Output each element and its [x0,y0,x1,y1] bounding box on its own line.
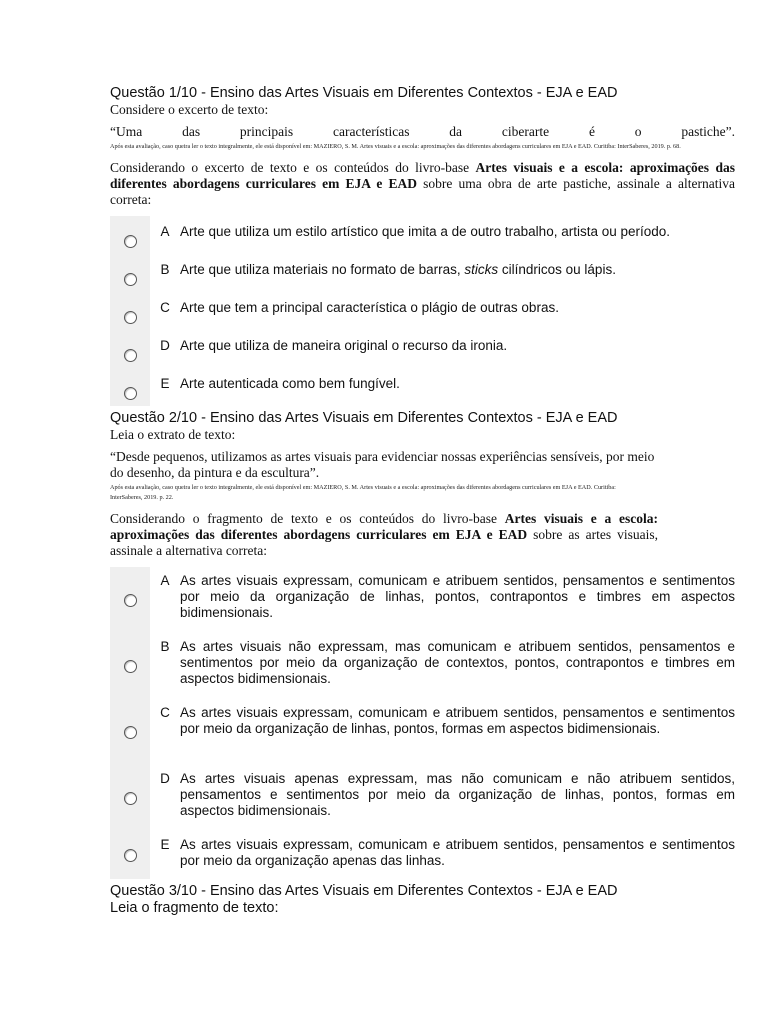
question-prompt [110,160,735,208]
option-letter: E [160,837,170,852]
quote-text: “Uma das principais características da ciberarte é o pastiche”. [110,124,735,139]
radio-button[interactable] [124,792,137,805]
option-radio-cell[interactable] [110,567,150,633]
option-d[interactable] [110,330,735,368]
reference-note: Após esta avaliação, caso queira ler o texto integralmente, ele está disponível em: MAZIERO, S. M. Artes visuais e a escola: aproximações das diferentes abordagens curriculares em EJA e EAD. Curitiba: InterSaberes, 2019. p. 22. [110,484,616,501]
option-text: As artes visuais expressam, comunicam e atribuem sentidos, pensamentos e sentimentos por meio da organização de linhas, pontos, contrapontos e timbres em aspectos bidimensionais. [180,573,735,620]
radio-button[interactable] [124,849,137,862]
option-text: As artes visuais expressam, comunicam e atribuem sentidos, pensamentos e sentimentos por meio da organização de linhas, pontos, formas em aspectos bidimensionais. [180,705,735,736]
option-c[interactable] [110,292,735,330]
option-text: As artes visuais expressam, comunicam e atribuem sentidos, pensamentos e sentimentos por meio da organização apenas das linhas. [180,837,735,868]
quote-text: “Desde pequenos, utilizamos as artes visuais para evidenciar nossas experiências sensíveis, por meio do desenho, da pintura e da escultura”. [110,449,655,480]
radio-button[interactable] [124,235,137,248]
option-letter: D [160,338,170,353]
option-text-italic: sticks [464,262,499,277]
radio-button[interactable] [124,349,137,362]
prompt-text: sobre as artes visuais, assinale a alternativa correta: [110,527,658,558]
option-radio-cell[interactable] [110,765,150,831]
option-radio-cell[interactable] [110,330,150,368]
option-text: As artes visuais não expressam, mas comunicam e atribuem sentidos, pensamentos e sentimentos por meio da organização de contextos, pontos, contrapontos e timbres em aspectos bidimensionais. [180,639,735,686]
option-radio-cell[interactable] [110,292,150,330]
option-radio-cell[interactable] [110,831,150,879]
option-letter: E [160,376,170,391]
prompt-text: sobre uma obra de arte pastiche, assinale a alternativa correta: [110,176,735,207]
option-text: Arte que utiliza de maneira original o recurso da ironia. [180,338,508,353]
question-title: Questão 1/10 - Ensino das Artes Visuais em Diferentes Contextos - EJA e EAD [110,85,618,101]
option-c[interactable] [110,699,735,765]
question-2 [110,410,735,879]
radio-button[interactable] [124,660,137,673]
option-radio-cell[interactable] [110,216,150,254]
reference-note: Após esta avaliação, caso queira ler o texto integralmente, ele está disponível em: MAZIERO, S. M. Artes visuais e a escola: aproximações das diferentes abordagens curriculares em EJA e EAD. Curitiba: InterSaberes, 2019. p. 68. [110,143,681,150]
option-radio-cell[interactable] [110,699,150,765]
prompt-book-title: Artes visuais e a escola: aproximações das diferentes abordagens curriculares em EJA e EAD [110,511,658,542]
prompt-book-title: Artes visuais e a escola: aproximações das diferentes abordagens curriculares em EJA e EAD [110,160,735,191]
option-letter: A [160,224,170,239]
question-1 [110,85,735,406]
option-letter: C [160,300,170,315]
option-letter: B [160,262,170,277]
option-letter: C [160,705,170,720]
option-text: Arte que utiliza um estilo artístico que imita a de outro trabalho, artista ou período. [180,224,671,239]
option-e[interactable] [110,368,735,406]
option-b[interactable] [110,254,735,292]
option-radio-cell[interactable] [110,368,150,406]
option-text: As artes visuais apenas expressam, mas não comunicam e não atribuem sentidos, pensamentos e sentimentos por meio da organização de linhas, pontos, formas em aspectos bidimensionais. [180,771,735,818]
question-prompt [110,511,658,559]
option-text: Arte que tem a principal característica o plágio de outras obras. [180,300,559,315]
prompt-text: Considerando o fragmento de texto e os conteúdos do livro-base [110,511,505,526]
question-title: Questão 3/10 - Ensino das Artes Visuais em Diferentes Contextos - EJA e EAD [110,883,618,899]
option-a[interactable] [110,567,735,633]
option-letter: A [160,573,170,588]
radio-button[interactable] [124,594,137,607]
question-lead: Leia o fragmento de texto: [110,900,279,916]
option-text: Arte autenticada como bem fungível. [180,376,400,391]
radio-button[interactable] [124,726,137,739]
option-d[interactable] [110,765,735,831]
question-3 [110,883,735,917]
question-title: Questão 2/10 - Ensino das Artes Visuais em Diferentes Contextos - EJA e EAD [110,410,618,426]
option-e[interactable] [110,831,735,879]
options-list [110,216,735,406]
option-radio-cell[interactable] [110,254,150,292]
option-text-part: Arte que utiliza materiais no formato de barras, [180,262,465,277]
option-text-part: cilíndricos ou lápis. [498,262,616,277]
radio-button[interactable] [124,311,137,324]
exam-page [110,85,735,917]
question-lead: Leia o extrato de texto: [110,427,236,442]
radio-button[interactable] [124,387,137,400]
option-a[interactable] [110,216,735,254]
options-list [110,567,735,879]
option-letter: B [160,639,170,654]
prompt-text: Considerando o excerto de texto e os conteúdos do livro-base [110,160,476,175]
option-b[interactable] [110,633,735,699]
option-text [180,254,735,278]
option-radio-cell[interactable] [110,633,150,699]
option-letter: D [160,771,170,786]
radio-button[interactable] [124,273,137,286]
question-lead: Considere o excerto de texto: [110,102,269,117]
